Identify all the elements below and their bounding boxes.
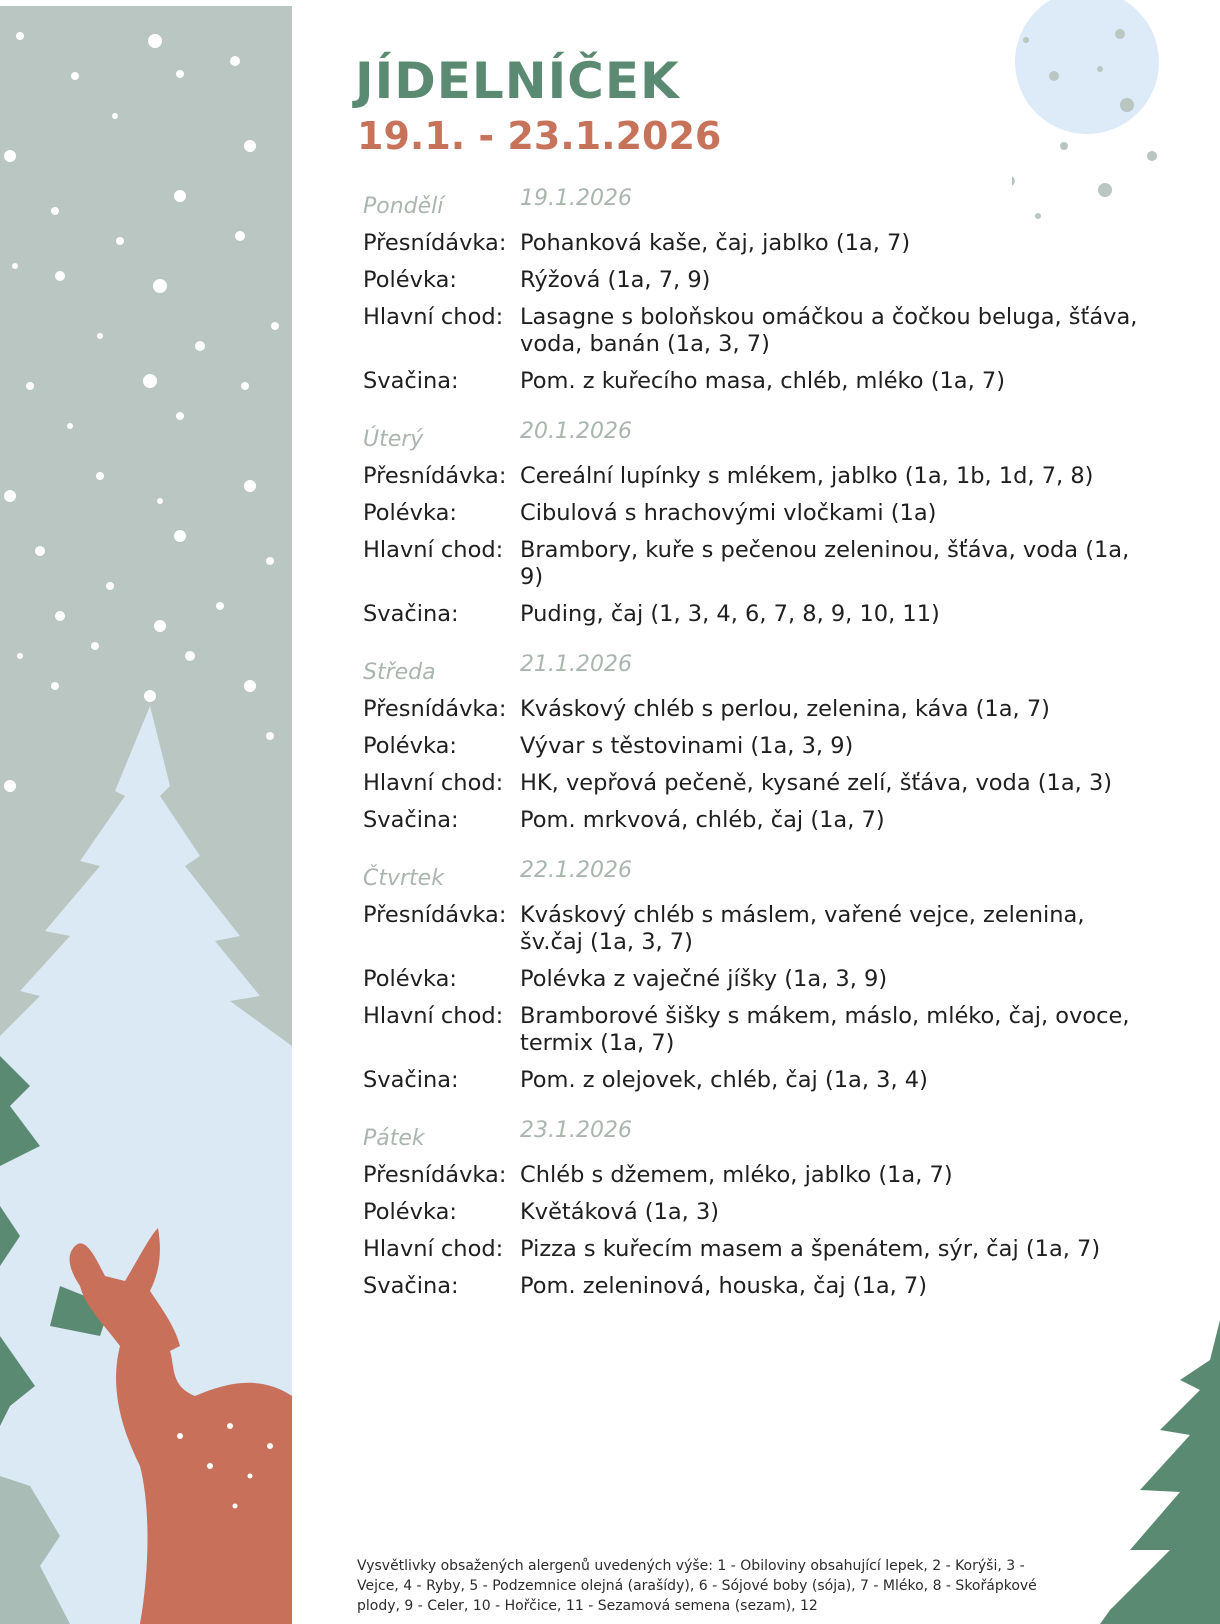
meal-row [363, 1199, 1153, 1226]
meal-label: Polévka: [363, 267, 457, 293]
meal-text: Pizza s kuřecím masem a špenátem, sýr, čaj (1a, 7) [520, 1236, 1101, 1262]
meal-text: Chléb s džemem, mléko, jablko (1a, 7) [520, 1162, 953, 1188]
day-header [363, 186, 1153, 230]
day-name: Úterý [363, 427, 424, 452]
meal-row [363, 500, 1153, 527]
meal-text: Brambory, kuře s pečenou zeleninou, šťáva, voda (1a, 9) [520, 537, 1130, 590]
day-section [363, 652, 1153, 834]
meal-label: Polévka: [363, 966, 457, 992]
meal-text: HK, vepřová pečeně, kysané zelí, šťáva, voda (1a, 3) [520, 770, 1113, 796]
day-name: Pátek [363, 1126, 425, 1151]
day-date: 20.1.2026 [520, 419, 632, 444]
meal-text: Cibulová s hrachovými vločkami (1a) [520, 500, 937, 526]
day-header [363, 419, 1153, 463]
pine-branch-illustration [1100, 1320, 1220, 1624]
meal-text: Puding, čaj (1, 3, 4, 6, 7, 8, 9, 10, 11) [520, 601, 940, 627]
meal-text: Pom. zeleninová, houska, čaj (1a, 7) [520, 1273, 928, 1299]
meal-label: Přesnídávka: [363, 463, 507, 489]
meal-label: Hlavní chod: [363, 537, 504, 563]
day-date: 19.1.2026 [520, 186, 632, 211]
meal-row [363, 304, 1153, 358]
meal-label: Svačina: [363, 368, 459, 394]
meal-text: Cereální lupínky s mlékem, jablko (1a, 1b, 1d, 7, 8) [520, 463, 1094, 489]
meal-label: Hlavní chod: [363, 1236, 504, 1262]
meal-row [363, 1273, 1153, 1300]
meal-row [363, 1067, 1153, 1094]
meal-text: Lasagne s boloňskou omáčkou a čočkou beluga, šťáva, voda, banán (1a, 3, 7) [520, 304, 1138, 357]
meal-label: Polévka: [363, 733, 457, 759]
day-section [363, 186, 1153, 395]
meal-label: Přesnídávka: [363, 696, 507, 722]
meal-row [363, 230, 1153, 257]
day-section [363, 419, 1153, 628]
meal-row [363, 537, 1153, 591]
day-date: 23.1.2026 [520, 1118, 632, 1143]
meal-row [363, 733, 1153, 760]
meal-label: Polévka: [363, 1199, 457, 1225]
meal-label: Hlavní chod: [363, 770, 504, 796]
meal-label: Hlavní chod: [363, 1003, 504, 1029]
page-title: JÍDELNÍČEK [355, 52, 680, 110]
meal-row [363, 368, 1153, 395]
meal-row [363, 1236, 1153, 1263]
meal-text: Rýžová (1a, 7, 9) [520, 267, 711, 293]
day-name: Čtvrtek [363, 866, 444, 891]
day-name: Pondělí [363, 194, 444, 219]
meal-row [363, 1003, 1153, 1057]
meal-label: Přesnídávka: [363, 1162, 507, 1188]
day-section [363, 1118, 1153, 1300]
day-name: Středa [363, 660, 436, 685]
meal-label: Polévka: [363, 500, 457, 526]
meal-label: Přesnídávka: [363, 230, 507, 256]
days-list [363, 186, 1153, 1324]
meal-row [363, 463, 1153, 490]
meal-text: Pom. mrkvová, chléb, čaj (1a, 7) [520, 807, 885, 833]
meal-row [363, 807, 1153, 834]
meal-text: Vývar s těstovinami (1a, 3, 9) [520, 733, 854, 759]
day-header [363, 858, 1153, 902]
meal-text: Bramborové šišky s mákem, máslo, mléko, čaj, ovoce, termix (1a, 7) [520, 1003, 1130, 1056]
meal-row [363, 1162, 1153, 1189]
meal-label: Svačina: [363, 807, 459, 833]
meal-label: Hlavní chod: [363, 304, 504, 330]
meal-text: Pohanková kaše, čaj, jablko (1a, 7) [520, 230, 911, 256]
meal-row [363, 267, 1153, 294]
meal-text: Polévka z vaječné jíšky (1a, 3, 9) [520, 966, 888, 992]
allergen-footnote: Vysvětlivky obsažených alergenů uvedených výše: 1 - Obiloviny obsahující lepek, 2 - Korýši, 3 - Vejce, 4 - Ryby, 5 - Podzemnice olejná (arašídy), 6 - Sójové boby (sója), 7 - Mléko, 8 - Skořápkové plody, 9 - Celer, 10 - Hořčice, 11 - Sezamová semena (sezam), 12 [357, 1558, 1037, 1614]
day-header [363, 1118, 1153, 1162]
meal-text: Kváskový chléb s máslem, vařené vejce, zelenina, šv.čaj (1a, 3, 7) [520, 902, 1085, 955]
meal-label: Svačina: [363, 1273, 459, 1299]
meal-text: Pom. z olejovek, chléb, čaj (1a, 3, 4) [520, 1067, 928, 1093]
day-section [363, 858, 1153, 1094]
snowy-forest-illustration [0, 6, 292, 1624]
meal-label: Svačina: [363, 1067, 459, 1093]
meal-row [363, 966, 1153, 993]
meal-text: Pom. z kuřecího masa, chléb, mléko (1a, 7) [520, 368, 1005, 394]
date-range: 19.1. - 23.1.2026 [357, 114, 722, 158]
meal-label: Svačina: [363, 601, 459, 627]
meal-row [363, 601, 1153, 628]
day-date: 21.1.2026 [520, 652, 632, 677]
meal-text: Kváskový chléb s perlou, zelenina, káva (1a, 7) [520, 696, 1050, 722]
meal-text: Květáková (1a, 3) [520, 1199, 720, 1225]
meal-label: Přesnídávka: [363, 902, 507, 928]
day-header [363, 652, 1153, 696]
meal-row [363, 696, 1153, 723]
day-date: 22.1.2026 [520, 858, 632, 883]
meal-row [363, 770, 1153, 797]
meal-row [363, 902, 1153, 956]
